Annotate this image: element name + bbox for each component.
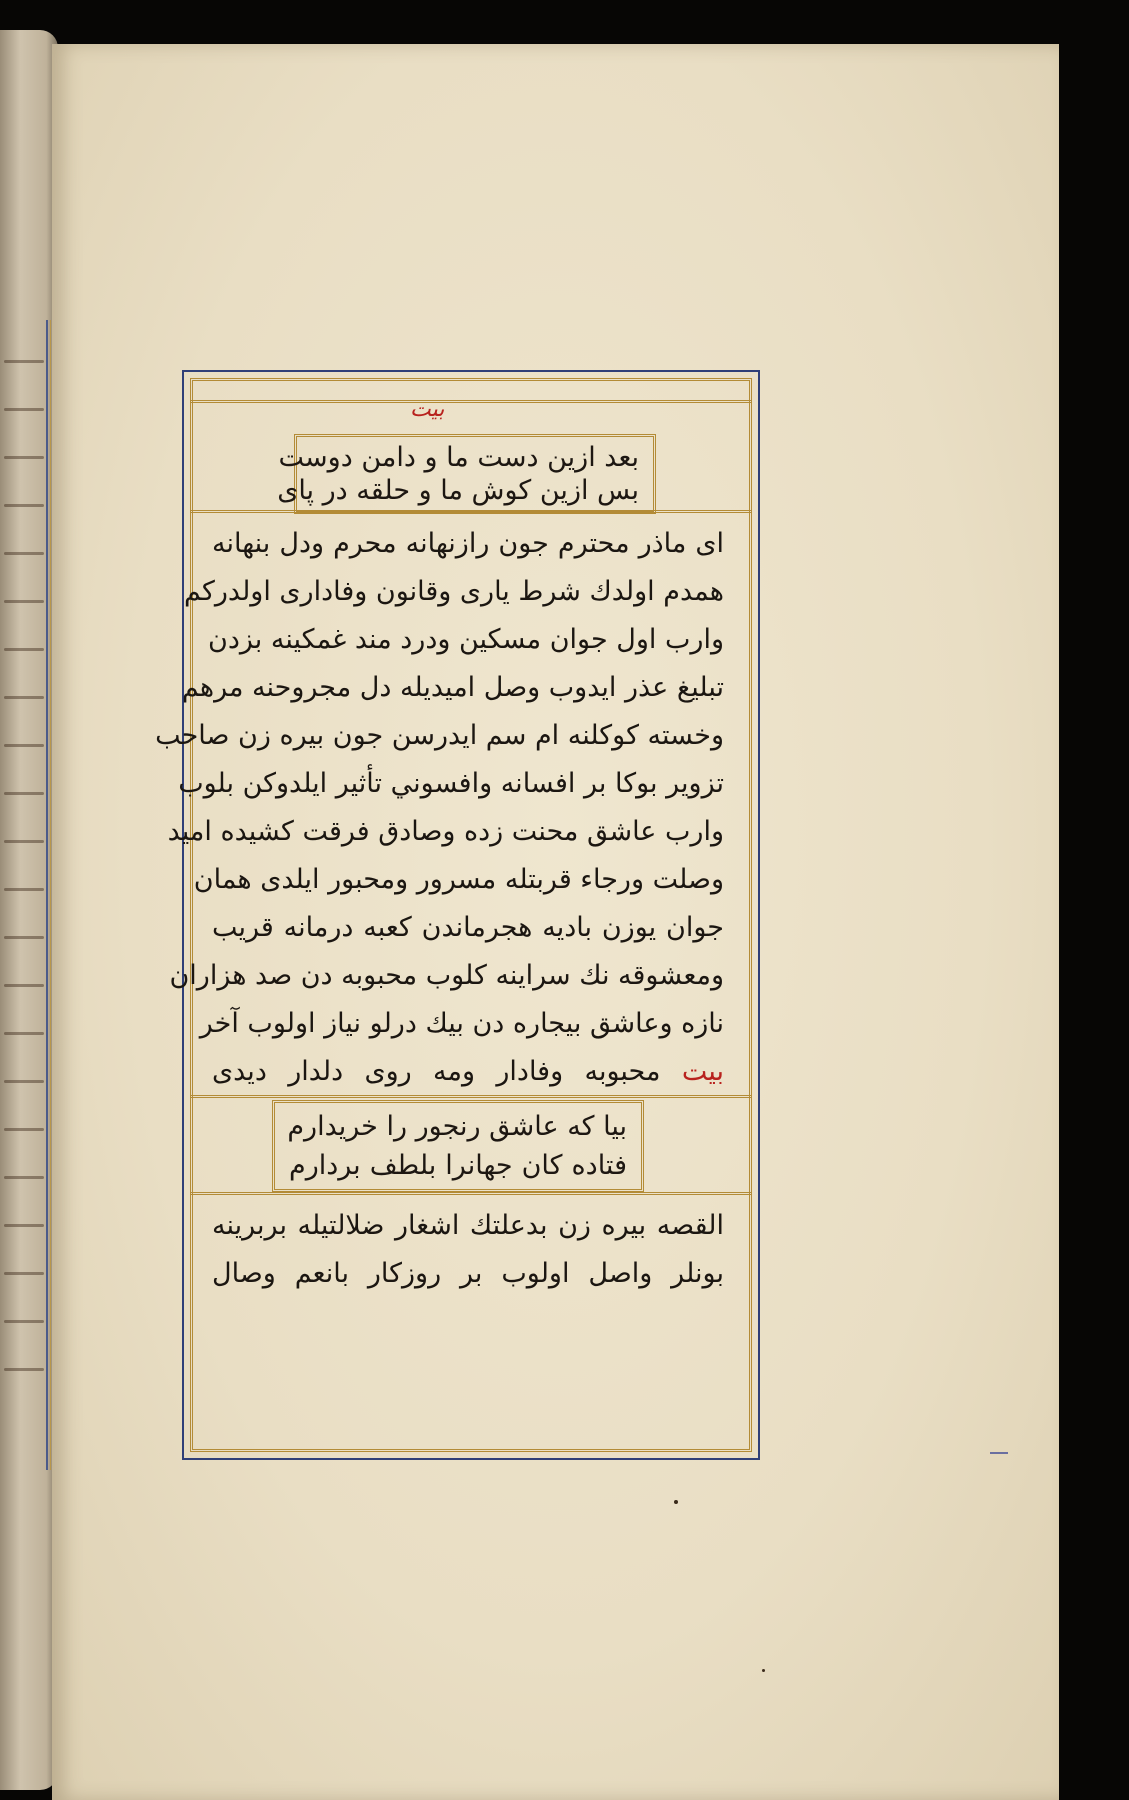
prose-line-last — [212, 1048, 724, 1096]
facing-text-trace — [4, 792, 44, 795]
closing-block — [212, 1202, 724, 1298]
facing-text-trace — [4, 1224, 44, 1227]
prose-line: وارب عاشق محنت زده وصادق فرقت كشيده اميد — [167, 816, 724, 847]
facing-text-trace — [4, 1320, 44, 1323]
heading-rule — [190, 400, 752, 407]
prose-block — [155, 520, 724, 1096]
closing-line: بونلر واصل اولوب بر روزكار بانعم وصال — [212, 1258, 724, 1289]
verse-panel-2 — [272, 1100, 644, 1192]
manuscript-page — [52, 44, 1059, 1800]
ink-speck — [762, 1669, 765, 1672]
verse-2-line-1: بيا كه عاشق رنجور را خريدارم — [287, 1111, 627, 1142]
text-frame — [155, 370, 760, 1460]
facing-text-trace — [4, 1272, 44, 1275]
facing-text-trace — [4, 648, 44, 651]
facing-text-trace — [4, 600, 44, 603]
prose-line: وارب اول جوان مسكين ودرد مند غمكينه بزدن — [208, 624, 724, 655]
facing-text-trace — [4, 408, 44, 411]
verse-1-line-1: بعد ازين دست ما و دامن دوست — [278, 442, 639, 473]
facing-text-trace — [4, 552, 44, 555]
facing-text-trace — [4, 936, 44, 939]
facing-text-trace — [4, 1176, 44, 1179]
prose-line: تبليغ عذر ايدوب وصل اميديله دل مجروحنه مرهم — [181, 672, 724, 703]
facing-page-edge — [0, 30, 58, 1790]
facing-text-trace — [4, 1128, 44, 1131]
prose-line: اى ماذر محترم جون رازنهانه محرم ودل بنهانه — [212, 528, 724, 559]
prose-line: وخسته كوكلنه ام سم ايدرسن جون بيره زن صاحب — [155, 720, 724, 751]
prose-last-text: محبوبه وفادار ومه روى دلدار ديدى — [212, 1056, 661, 1087]
facing-text-trace — [4, 744, 44, 747]
facing-text-trace — [4, 888, 44, 891]
facing-text-trace — [4, 1032, 44, 1035]
facing-text-trace — [4, 504, 44, 507]
facing-text-trace — [4, 840, 44, 843]
prose-line: همدم اولدك شرط يارى وقانون وفادارى اولدركم — [184, 576, 724, 607]
prose-line: جوان يوزن باديه هجرماندن كعبه درمانه قريب — [212, 912, 724, 943]
closing-line: القصه بيره زن بدعلتك اشغار ضلالتيله بربرينه — [212, 1210, 724, 1241]
facing-text-trace — [4, 1080, 44, 1083]
prose-line: نازه وعاشق بيجاره دن بيك درلو نياز اولوب آخر — [199, 1008, 724, 1039]
verse-panel-1 — [277, 434, 656, 514]
verse-2-line-2: فتاده كان جهانرا بلطف بردارم — [289, 1150, 627, 1181]
prose-line: تزوير بوكا بر افسانه وافسوني تأثير ايلدوكن بلوب — [178, 768, 724, 799]
facing-text-trace — [4, 456, 44, 459]
ink-speck — [674, 1500, 678, 1504]
facing-page-blue-rule — [46, 320, 48, 1470]
facing-text-trace — [4, 360, 44, 363]
heading-beyt-1: بيت — [410, 397, 445, 422]
facing-text-trace — [4, 984, 44, 987]
margin-tick — [990, 1452, 1008, 1454]
verse-1-line-2: بس ازين كوش ما و حلقه در پاى — [277, 475, 639, 506]
prose-line: وصلت ورجاء قربتله مسرور ومحبور ايلدى همان — [193, 864, 724, 895]
verse-2-bottom-rule — [190, 1192, 752, 1199]
heading-beyt-2: بيت — [681, 1056, 724, 1087]
facing-text-trace — [4, 1368, 44, 1371]
prose-line: ومعشوقه نك سراينه كلوب محبوبه دن صد هزاران — [169, 960, 724, 991]
facing-text-trace — [4, 696, 44, 699]
